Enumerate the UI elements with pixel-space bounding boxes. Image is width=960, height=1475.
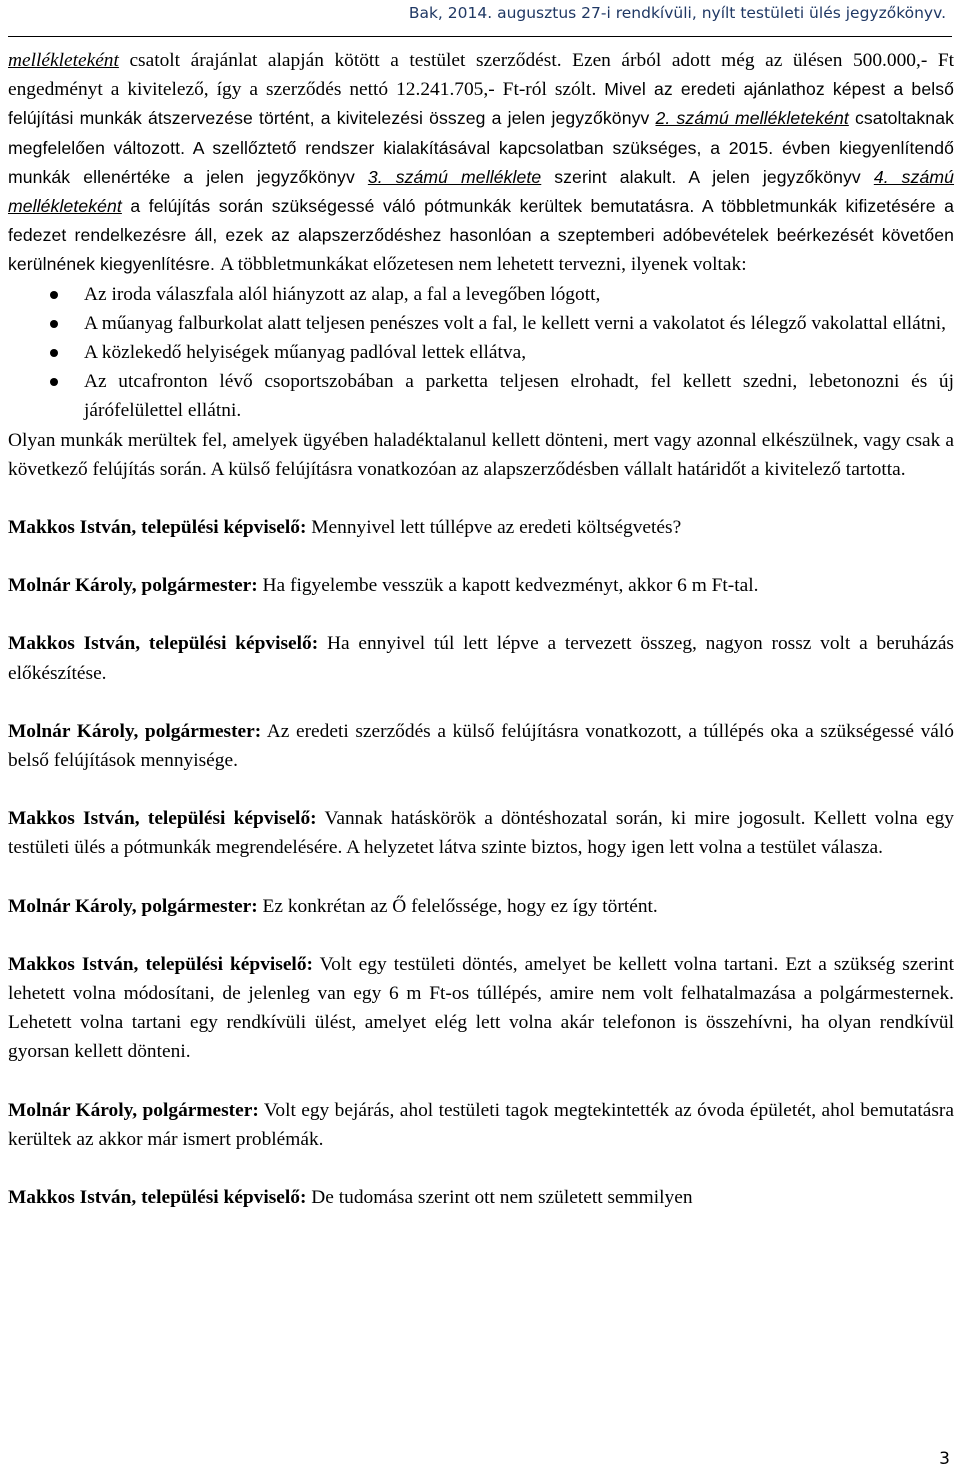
dialogue-entry [8,1183,954,1212]
intro-text: csatoltaknak megfelelően változott. A szellőztető rendszer kialakításával kapcsolatban szükséges, a 2015. évben kiegyenlítendő munkák ellenértéke a jelen jegyzőkönyv [8,108,954,187]
header-divider [8,36,952,37]
intro-text: szerint alakult. A jelen jegyzőkönyv [541,166,874,187]
speech-text: Mennyivel lett túllépve az eredeti költségvetés? [306,517,682,539]
speaker-name: Makkos István, települési képviselő: [8,808,317,830]
page-header: Bak, 2014. augusztus 27-i rendkívüli, nyílt testületi ülés jegyzőkönyv. [408,4,946,22]
bullet-icon [50,291,58,299]
speech-text: De tudomása szerint ott nem született semmilyen [306,1187,693,1209]
intro-text: a felújítás során szükségessé váló pótmunkák kerültek bemutatásra. [121,196,702,217]
speech-text: Az eredeti szerződés a külső felújításra vonatkozott, a túllépés oka a szükségessé váló belső felújítások mennyisége. [8,720,954,772]
intro-text: csatolt árajánlat alapján kötött a testület szerződést. Ezen árból adott még az ülésen 500.000,- Ft engedményt a kivitelező, így a szerződés nettó 12.241.705,- Ft-ról szólt. [8,50,954,101]
bullet-icon [50,349,58,357]
dialogue-entry [8,571,954,600]
speech-text: Volt egy testületi döntés, amelyet be kellett volna tartani. Ezt a szükség szerint lehetett volna módosítani, de jelenleg van egy 6 m Ft-os túllépés, amire nem volt felhatalmazása a polgármesternek. Lehetett volna tartani egy rendkívüli ülést, amelyet elég lett volna akár telefonon is összehívni, ha olyan rendkívül gyorsan kellett dönteni. [8,953,954,1063]
list-item: Az iroda válaszfala alól hiányzott az alap, a fal a levegőben lógott, [8,280,954,309]
dialogue-entry [8,513,954,542]
intro-text: Mivel az eredeti ajánlathoz képest a belső felújítási munkák átszervezése történt, a kivitelezési összeg a jelen jegyzőkönyv [8,79,954,129]
speech-text: Ha ennyivel túl lett lépve a tervezett összeg, nagyon rossz volt a beruházás előkészítése. [8,633,954,684]
extra-works-list [8,280,954,426]
bullet-icon [50,378,58,386]
dialogue-entry [8,1096,954,1154]
intro-text: A többletmunkákat előzetesen nem lehetett tervezni, ilyenek voltak: [220,254,747,276]
speaker-name: Molnár Károly, polgármester: [8,720,262,742]
annex-reference: 3. számú melléklete [367,166,542,187]
speaker-name: Molnár Károly, polgármester: [8,575,258,597]
list-item: Az utcafronton lévő csoportszobában a parketta teljesen elrohadt, fel kellett szedni, lebetonozni és új járófelülettel ellátni. [8,367,954,425]
speech-text: Vannak hatáskörök a döntéshozatal során, ki mire jogosult. Kellett volna egy testületi ülés a pótmunkák megrendelésére. A helyzetet látva szinte biztos, hogy igen lett volna a testület válasza. [8,808,954,859]
list-item: A műanyag falburkolat alatt teljesen penészes volt a fal, le kellett verni a vakolatot és lélegző vakolattal ellátni, [8,309,954,338]
speech-text: Volt egy bejárás, ahol testületi tagok megtekintették az óvoda épületét, ahol bemutatásra kerültek az akkor már ismert problémák. [8,1099,954,1150]
page-number: 3 [939,1449,950,1469]
annex-reference: mellékleteként [8,50,119,71]
closing-paragraph: Olyan munkák merültek fel, amelyek ügyében haladéktalanul kellett dönteni, mert vagy azonnal elkészülnek, vagy csak a következő felújítás során. A külső felújításra vonatkozóan az alapszerződésben vállalt határidőt a kivitelező tartotta. [8,429,954,480]
speaker-name: Makkos István, települési képviselő: [8,1187,307,1209]
dialogue-entry [8,804,954,862]
dialogue-entry [8,950,954,1067]
speech-text: Ez konkrétan az Ő felelőssége, hogy ez így történt. [257,895,658,917]
dialogue-entry [8,717,954,775]
speaker-name: Molnár Károly, polgármester: [8,1099,259,1121]
speaker-name: Makkos István, települési képviselő: [8,517,307,539]
intro-text: A többletmunkák kifizetésére a fedezet rendelkezésre áll, ezek az alapszerződéshez hasonlóan a szeptemberi adóbevételek beérkezését követően kerülnének kiegyenlítésre. [8,196,954,275]
annex-reference: 2. számú mellékleteként [655,108,849,129]
annex-reference: 4. számú mellékleteként [8,166,955,217]
speaker-name: Molnár Károly, polgármester: [8,895,258,917]
dialogue-entry [8,892,954,921]
document-body [8,46,954,1212]
bullet-icon [50,320,58,328]
dialogue-entry [8,629,954,687]
speaker-name: Makkos István, települési képviselő: [8,953,313,975]
speech-text: Ha figyelembe vesszük a kapott kedvezményt, akkor 6 m Ft-tal. [257,575,759,597]
speaker-name: Makkos István, települési képviselő: [8,633,319,655]
intro-paragraph [8,46,954,280]
list-item: A közlekedő helyiségek műanyag padlóval lettek ellátva, [8,338,954,367]
